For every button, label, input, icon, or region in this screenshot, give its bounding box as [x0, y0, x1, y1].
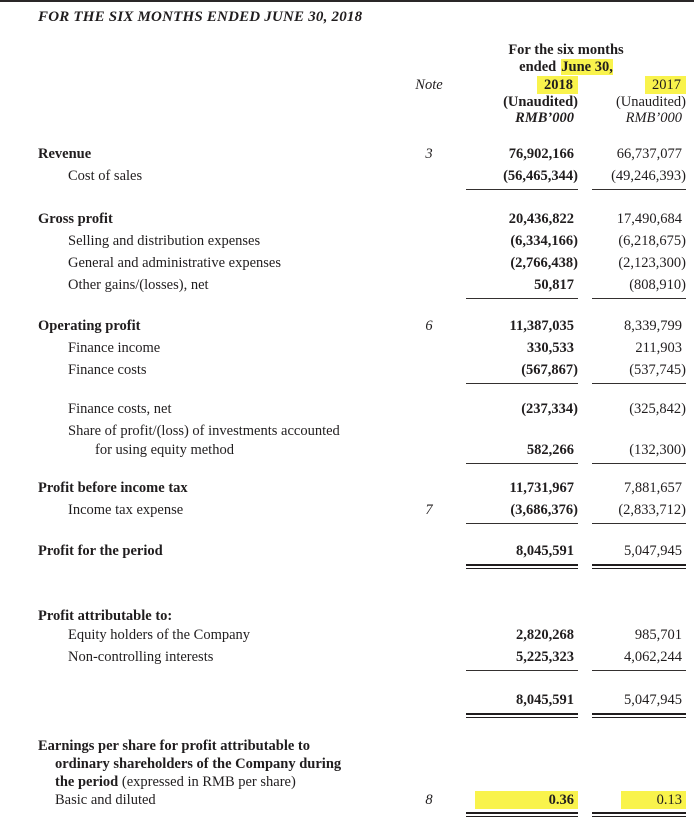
finance-costs-net-label: Finance costs, net	[68, 401, 172, 417]
share-of-profit-label-line1: Share of profit/(loss) of investments accounted	[68, 423, 340, 439]
income-statement-table	[0, 42, 694, 812]
cost-of-sales-2017-value: (49,246,393)	[611, 168, 686, 184]
eps-label-line3-regular: (expressed in RMB per share)	[118, 774, 296, 790]
spacer	[38, 713, 686, 737]
income-tax-2018-value: (3,686,376)	[510, 502, 578, 518]
header-period-line2-row	[38, 59, 686, 76]
rule-double	[592, 542, 686, 564]
eps-label-line2: ordinary shareholders of the Company during	[55, 756, 342, 772]
rule-single	[592, 167, 686, 190]
income-tax-2017-value: (2,833,712)	[618, 502, 686, 518]
operating-profit-2018-value: 11,387,035	[509, 318, 574, 334]
profit-before-tax-2017-value: 7,881,657	[624, 480, 682, 496]
row-operating-profit	[38, 317, 686, 339]
currency-2018-label: RMB’000	[515, 110, 574, 126]
other-gains-2017-value: (808,910)	[629, 277, 686, 293]
finance-costs-label: Finance costs	[68, 362, 147, 378]
year-2017-header: 2017	[645, 76, 686, 94]
row-admin-expenses	[38, 254, 686, 276]
header-years-row	[38, 76, 686, 94]
share-of-profit-2017-value: (132,300)	[629, 442, 686, 458]
row-income-tax	[38, 501, 686, 524]
selling-expenses-2017-value: (6,218,675)	[618, 233, 686, 249]
gross-profit-2018-value: 20,436,822	[508, 211, 574, 227]
header-audit-row	[38, 94, 686, 110]
spacer	[38, 299, 686, 317]
eps-label-line3-bold: the period	[55, 774, 119, 790]
operating-profit-note-ref: 6	[425, 318, 433, 334]
selling-expenses-2018-value: (6,334,166)	[510, 233, 578, 249]
column-period-line1: For the six months	[508, 42, 624, 58]
row-other-gains	[38, 276, 686, 299]
unaudited-2017-label: (Unaudited)	[615, 94, 686, 110]
other-gains-2018-value: 50,817	[534, 277, 574, 293]
spacer	[38, 190, 686, 210]
rule-single	[466, 648, 578, 671]
cost-of-sales-2018-value: (56,465,344)	[503, 168, 578, 184]
row-attributable-total	[38, 691, 686, 713]
currency-2017-label: RMB’000	[625, 110, 682, 126]
year-2018-header: 2018	[537, 76, 578, 94]
spacer	[38, 464, 686, 479]
header-period-line1-row	[38, 42, 686, 59]
admin-expenses-2018-value: (2,766,438)	[510, 255, 578, 271]
non-controlling-label: Non-controlling interests	[68, 649, 214, 665]
rule-double	[592, 691, 686, 713]
income-tax-note-ref: 7	[425, 502, 433, 518]
gross-profit-label: Gross profit	[38, 211, 113, 227]
admin-expenses-label: General and administrative expenses	[68, 255, 281, 271]
column-period-line2	[460, 59, 686, 76]
rule-double	[466, 691, 578, 713]
rule-double	[466, 542, 578, 564]
row-finance-income	[38, 339, 686, 361]
rule-double	[592, 791, 686, 812]
admin-expenses-2017-value: (2,123,300)	[618, 255, 686, 271]
non-controlling-2018-value: 5,225,323	[516, 649, 574, 665]
period-prefix: ended	[519, 59, 557, 75]
revenue-2017-value: 66,737,077	[616, 146, 682, 162]
gross-profit-2017-value: 17,490,684	[616, 211, 682, 227]
profit-before-tax-label: Profit before income tax	[38, 480, 188, 496]
finance-costs-net-2018-value: (237,334)	[521, 401, 578, 417]
finance-costs-2018-value: (567,867)	[521, 362, 578, 378]
basic-diluted-note-ref: 8	[425, 792, 433, 808]
row-finance-costs-net	[38, 400, 686, 422]
row-profit-before-tax	[38, 479, 686, 501]
row-profit-for-period	[38, 542, 686, 564]
cost-of-sales-label: Cost of sales	[68, 168, 143, 184]
unaudited-2018-label: (Unaudited)	[503, 94, 578, 110]
row-finance-costs	[38, 361, 686, 384]
spacer	[38, 384, 686, 400]
profit-before-tax-2018-value: 11,731,967	[509, 480, 574, 496]
finance-income-2018-value: 330,533	[526, 340, 574, 356]
revenue-label: Revenue	[38, 146, 92, 162]
row-share-of-profit-line2	[38, 441, 686, 464]
revenue-2018-value: 76,902,166	[508, 146, 574, 162]
period-highlight: June 30,	[561, 59, 613, 75]
attributable-header-label: Profit attributable to:	[38, 608, 173, 624]
rule-single	[466, 276, 578, 299]
operating-profit-2017-value: 8,339,799	[624, 318, 682, 334]
rule-single	[592, 501, 686, 524]
profit-for-period-2017-value: 5,047,945	[624, 543, 682, 559]
row-eps-line3	[38, 773, 686, 791]
operating-profit-label: Operating profit	[38, 318, 141, 334]
other-gains-label: Other gains/(losses), net	[68, 277, 209, 293]
rule-single	[466, 361, 578, 384]
row-cost-of-sales	[38, 167, 686, 190]
top-divider	[0, 0, 694, 2]
profit-for-period-label: Profit for the period	[38, 543, 163, 559]
income-tax-label: Income tax expense	[68, 502, 184, 518]
eps-label-line1: Earnings per share for profit attributable to	[38, 738, 311, 754]
row-gross-profit	[38, 210, 686, 232]
rule-single	[466, 441, 578, 464]
row-selling-expenses	[38, 232, 686, 254]
row-eps-line1	[38, 737, 686, 755]
basic-diluted-2018-value: 0.36	[475, 791, 578, 809]
page-title: FOR THE SIX MONTHS ENDED JUNE 30, 2018	[38, 9, 363, 25]
basic-diluted-2017-value: 0.13	[621, 791, 686, 809]
rule-single	[466, 167, 578, 190]
equity-holders-label: Equity holders of the Company	[68, 627, 251, 643]
non-controlling-2017-value: 4,062,244	[624, 649, 682, 665]
selling-expenses-label: Selling and distribution expenses	[68, 233, 261, 249]
rule-single	[592, 648, 686, 671]
rule-double	[466, 791, 578, 812]
share-of-profit-label-line2: for using equity method	[95, 442, 234, 458]
revenue-note-ref: 3	[425, 146, 433, 162]
profit-for-period-2018-value: 8,045,591	[516, 543, 574, 559]
spacer	[38, 524, 686, 542]
header-currency-row	[38, 110, 686, 126]
rule-single	[466, 501, 578, 524]
attributable-total-2018-value: 8,045,591	[516, 692, 574, 708]
note-column-header: Note	[415, 77, 443, 93]
rule-single	[592, 361, 686, 384]
finance-income-label: Finance income	[68, 340, 161, 356]
basic-diluted-label: Basic and diluted	[55, 792, 156, 808]
attributable-total-2017-value: 5,047,945	[624, 692, 682, 708]
row-attributable-header	[38, 607, 686, 626]
finance-income-2017-value: 211,903	[635, 340, 682, 356]
rule-single	[592, 276, 686, 299]
equity-holders-2017-value: 985,701	[634, 627, 682, 643]
row-share-of-profit-line1	[38, 422, 686, 441]
rule-single	[592, 441, 686, 464]
share-of-profit-2018-value: 582,266	[526, 442, 574, 458]
eps-label-line3	[38, 773, 398, 791]
row-revenue	[38, 145, 686, 167]
row-equity-holders	[38, 626, 686, 648]
equity-holders-2018-value: 2,820,268	[516, 627, 574, 643]
finance-costs-2017-value: (537,745)	[629, 362, 686, 378]
finance-costs-net-2017-value: (325,842)	[629, 401, 686, 417]
spacer	[38, 564, 686, 607]
row-non-controlling	[38, 648, 686, 671]
spacer	[38, 671, 686, 691]
row-eps-line2	[38, 755, 686, 773]
row-basic-diluted	[38, 791, 686, 812]
